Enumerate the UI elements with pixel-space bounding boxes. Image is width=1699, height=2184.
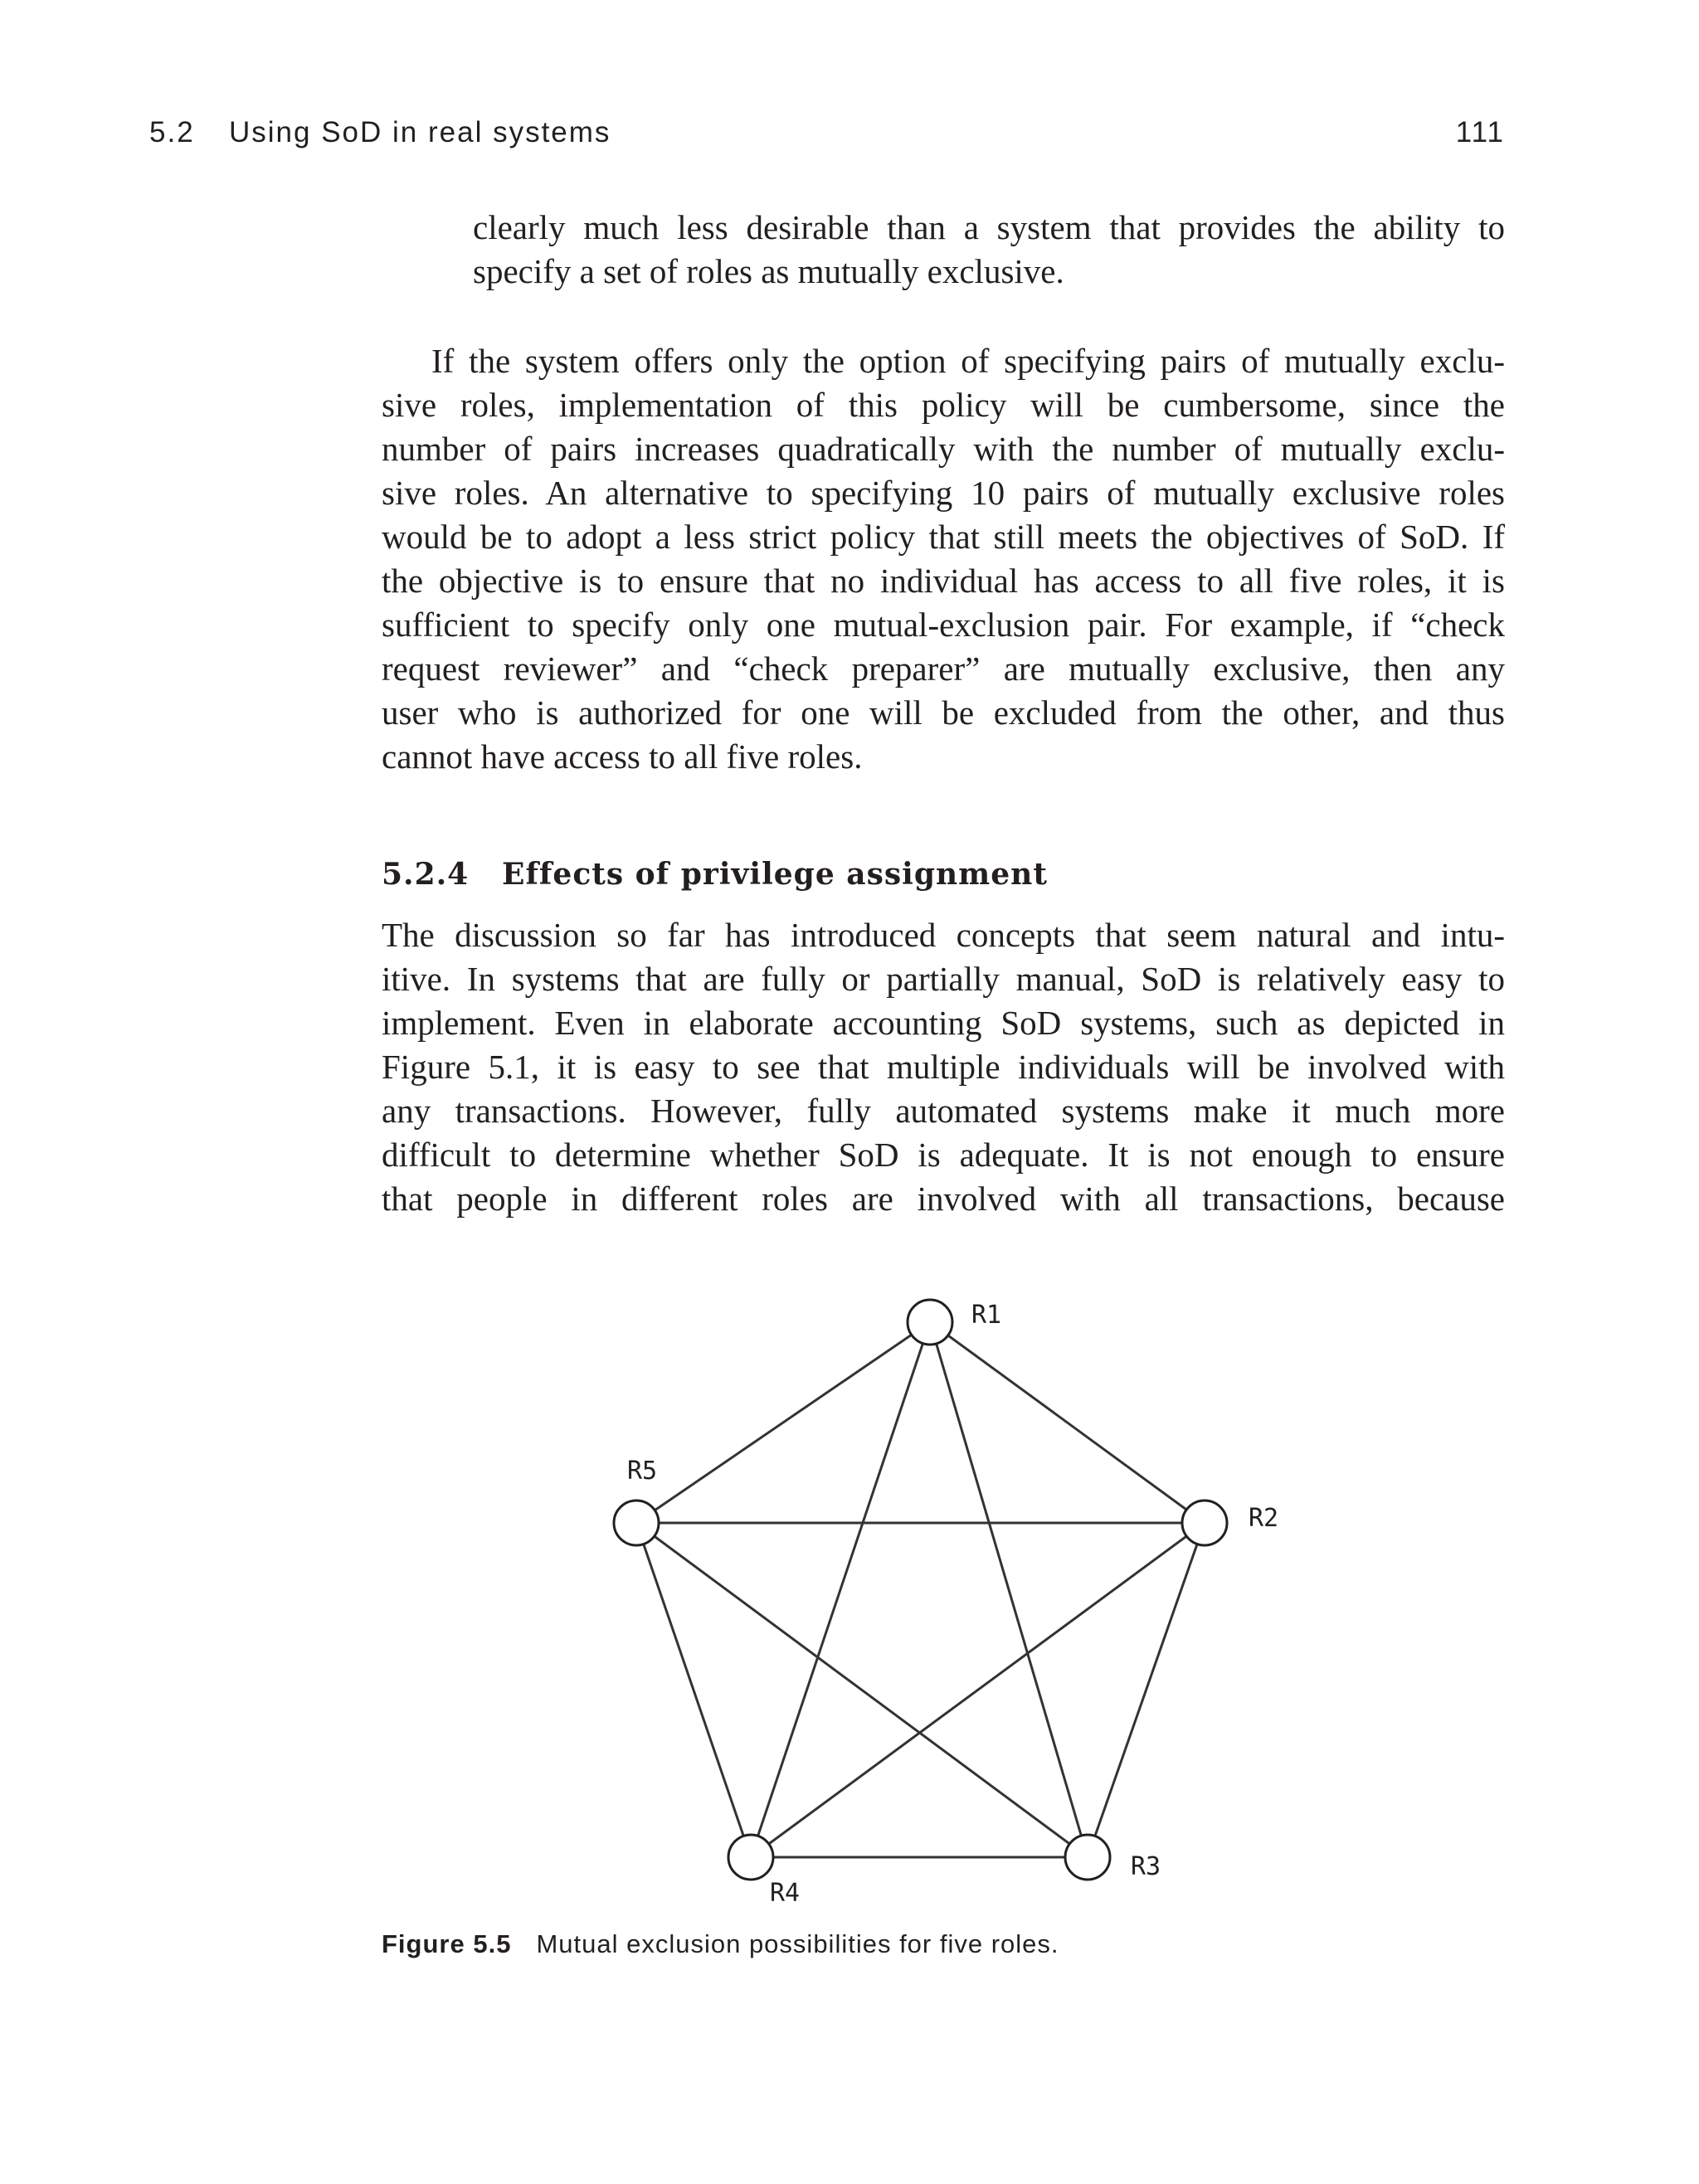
node-label-r5: R5 (627, 1457, 658, 1486)
node-r4 (728, 1835, 773, 1880)
paragraph-line: implement. Even in elaborate accounting SoD systems, such as depicted in (382, 1004, 1505, 1042)
node-label-r3: R3 (1131, 1852, 1161, 1881)
edge-r3-r5 (636, 1523, 1088, 1857)
paragraph-line: that people in different roles are involved with all transactions, because (382, 1180, 1505, 1218)
paragraph-line: The discussion so far has introduced concepts that seem natural and intu- (382, 916, 1505, 954)
running-head-section-title: Using SoD in real systems (229, 116, 611, 148)
section-heading-number: 5.2.4 (382, 857, 470, 892)
node-label-r1: R1 (971, 1301, 1002, 1330)
edge-r2-r3 (1088, 1523, 1205, 1857)
node-r5 (614, 1501, 659, 1545)
figure-caption-text: Mutual exclusion possibilities for five roles. (536, 1929, 1059, 1958)
edge-r2-r4 (751, 1523, 1205, 1857)
body-paragraph-1 (382, 339, 1505, 779)
node-label-r4: R4 (770, 1879, 801, 1908)
figure-caption-label: Figure 5.5 (382, 1929, 512, 1958)
quote-line: specify a set of roles as mutually exclusive. (473, 252, 1064, 290)
paragraph-line: itive. In systems that are fully or partially manual, SoD is relatively easy to (382, 960, 1505, 998)
paragraph-line: number of pairs increases quadratically with the number of mutually exclu- (382, 430, 1505, 468)
paragraph-line: user who is authorized for one will be excluded from the other, and thus (382, 693, 1505, 732)
paragraph-line: the objective is to ensure that no individual has access to all five roles, it is (382, 562, 1505, 600)
edge-r1-r2 (930, 1322, 1205, 1523)
figure-caption (382, 1929, 1505, 1959)
quote-line: clearly much less desirable than a system that provides the ability to (473, 208, 1505, 246)
page-number: 111 (1455, 116, 1505, 148)
edge-r1-r5 (636, 1322, 930, 1523)
paragraph-line: any transactions. However, fully automated systems make it much more (382, 1092, 1505, 1130)
paragraph-line: difficult to determine whether SoD is adequate. It is not enough to ensure (382, 1136, 1505, 1174)
role-graph-diagram (581, 1277, 1311, 1916)
paragraph-line: sive roles. An alternative to specifying 10 pairs of mutually exclusive roles (382, 474, 1505, 512)
paragraph-line: cannot have access to all five roles. (382, 737, 863, 776)
edge-r1-r4 (751, 1322, 930, 1857)
body-paragraph-2 (382, 913, 1505, 1221)
paragraph-line: sufficient to specify only one mutual-exclusion pair. For example, if “check (382, 606, 1505, 644)
edge-r1-r3 (930, 1322, 1088, 1857)
running-head-section-number: 5.2 (149, 116, 195, 148)
node-r1 (908, 1300, 952, 1345)
node-label-r2: R2 (1249, 1504, 1279, 1533)
paragraph-line: request reviewer” and “check preparer” are mutually exclusive, then any (382, 649, 1505, 688)
node-r2 (1182, 1501, 1227, 1545)
running-head (149, 116, 1505, 158)
paragraph-line: would be to adopt a less strict policy that still meets the objectives of SoD. If (382, 518, 1505, 556)
paragraph-line: sive roles, implementation of this policy will be cumbersome, since the (382, 386, 1505, 424)
indented-quote (473, 206, 1505, 294)
paragraph-line: If the system offers only the option of specifying pairs of mutually exclu- (431, 342, 1505, 380)
edge-r4-r5 (636, 1523, 751, 1857)
figure-mutual-exclusion-graph (581, 1277, 1311, 1916)
section-heading-title: Effects of privilege assignment (502, 857, 1048, 892)
node-r3 (1065, 1835, 1110, 1880)
paragraph-line: Figure 5.1, it is easy to see that multiple individuals will be involved with (382, 1048, 1505, 1086)
